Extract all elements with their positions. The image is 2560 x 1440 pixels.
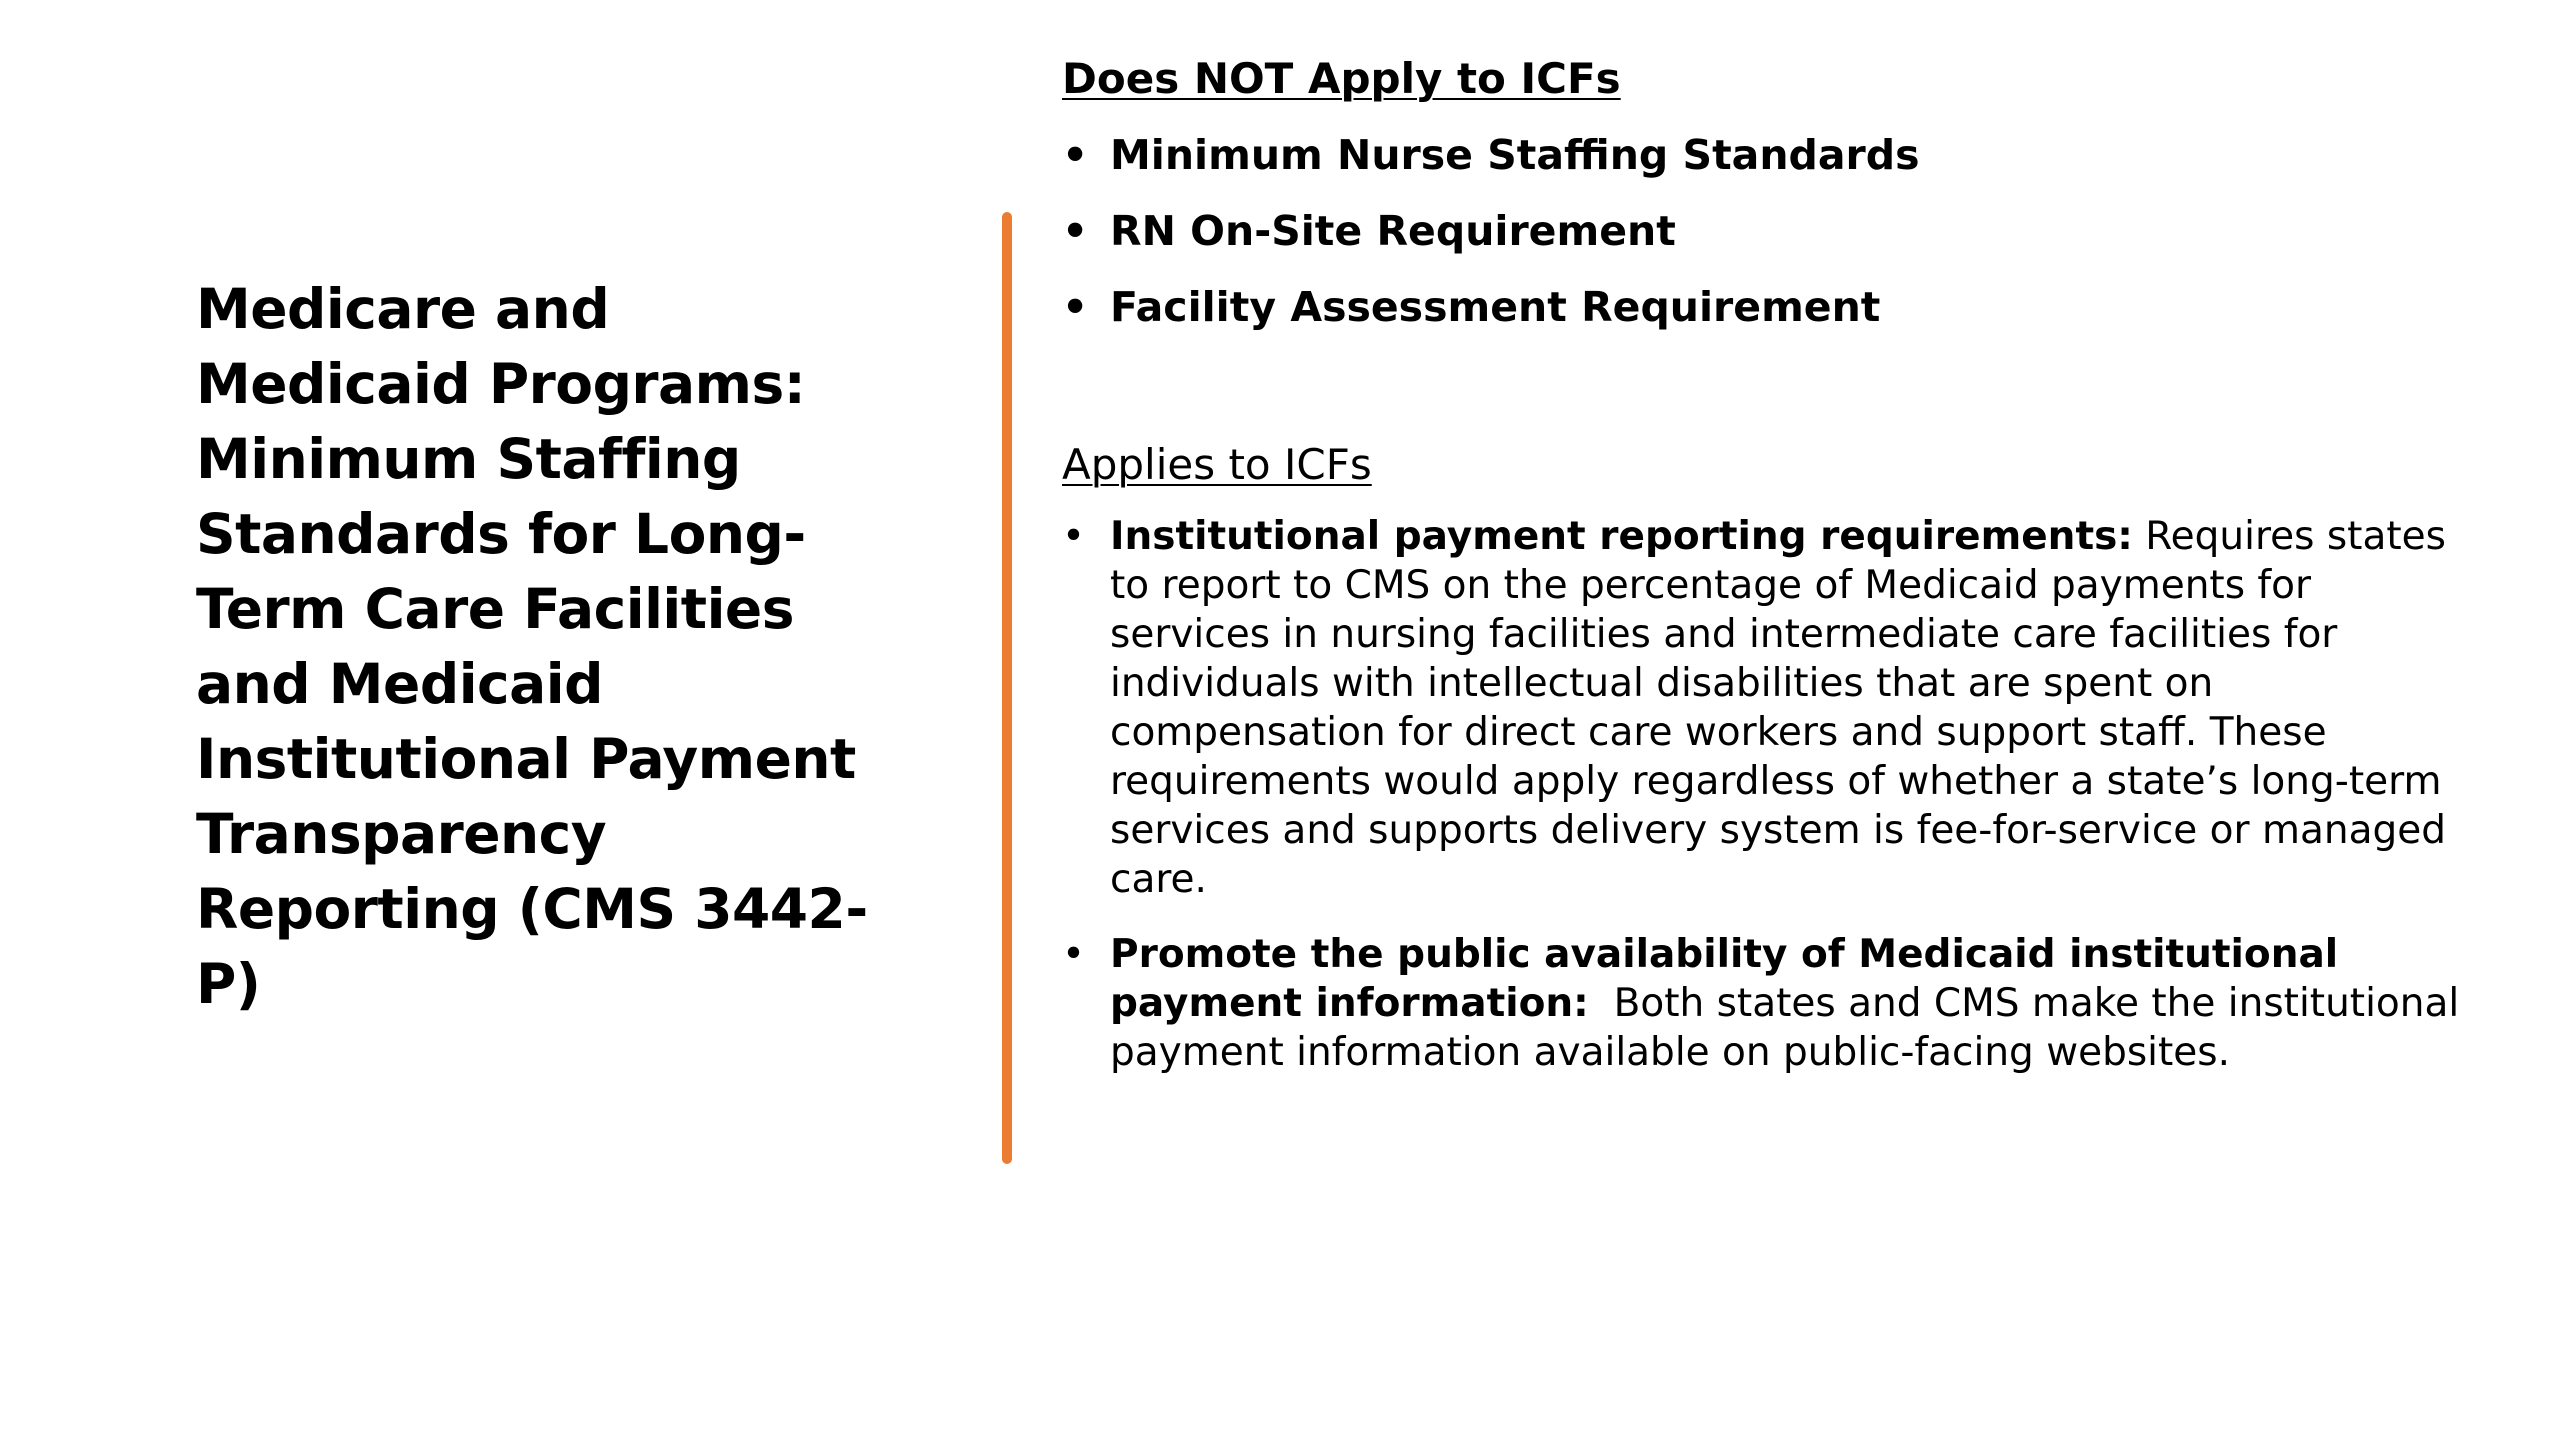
bullet-icon: • — [1062, 932, 1086, 977]
list-item — [1062, 126, 2462, 184]
vertical-divider — [1002, 212, 1012, 1164]
list-item — [1062, 512, 2462, 904]
applies-section — [1062, 436, 2472, 1077]
does-not-apply-section — [1062, 50, 2462, 336]
does-not-apply-heading: Does NOT Apply to ICFs — [1062, 54, 1621, 103]
content-panel — [1062, 50, 2472, 1103]
list-item-text: Requires states to report to CMS on the percentage of Medicaid payments for services in nursing facilities and intermediate care facilities for individuals with intellectual disabilities that are spent on compensation for direct care workers and support staff. These requirements would apply regardless of whether a state’s long-term services and supports delivery system is fee-for-service or managed care. — [1110, 514, 2446, 902]
list-item-text: Facility Assessment Requirement — [1110, 283, 1881, 331]
bullet-icon: • — [1062, 131, 1089, 179]
bullet-icon: • — [1062, 514, 1086, 559]
list-item — [1062, 202, 2462, 260]
does-not-apply-list — [1062, 126, 2462, 336]
list-item-title: Promote the public availability of Medicaid institutional payment information: — [1110, 932, 2339, 1026]
list-item-title: Institutional payment reporting requirements: — [1110, 514, 2133, 559]
list-item-text: RN On-Site Requirement — [1110, 207, 1676, 255]
list-item — [1062, 278, 2462, 336]
bullet-icon: • — [1062, 207, 1089, 255]
applies-list — [1062, 512, 2472, 1077]
bullet-icon: • — [1062, 283, 1089, 331]
list-item-text: Minimum Nurse Staffing Standards — [1110, 131, 1920, 179]
applies-heading: Applies to ICFs — [1062, 440, 1372, 489]
list-item — [1062, 930, 2472, 1077]
list-item-text: Both states and CMS make the institutional payment information available on public-facing websites. — [1110, 981, 2472, 1075]
slide-title: Medicare and Medicaid Programs: Minimum Staffing Standards for Long-Term Care Facilities and Medicaid Institutional Payment Transparency Reporting (CMS 3442-P) — [196, 277, 868, 1016]
